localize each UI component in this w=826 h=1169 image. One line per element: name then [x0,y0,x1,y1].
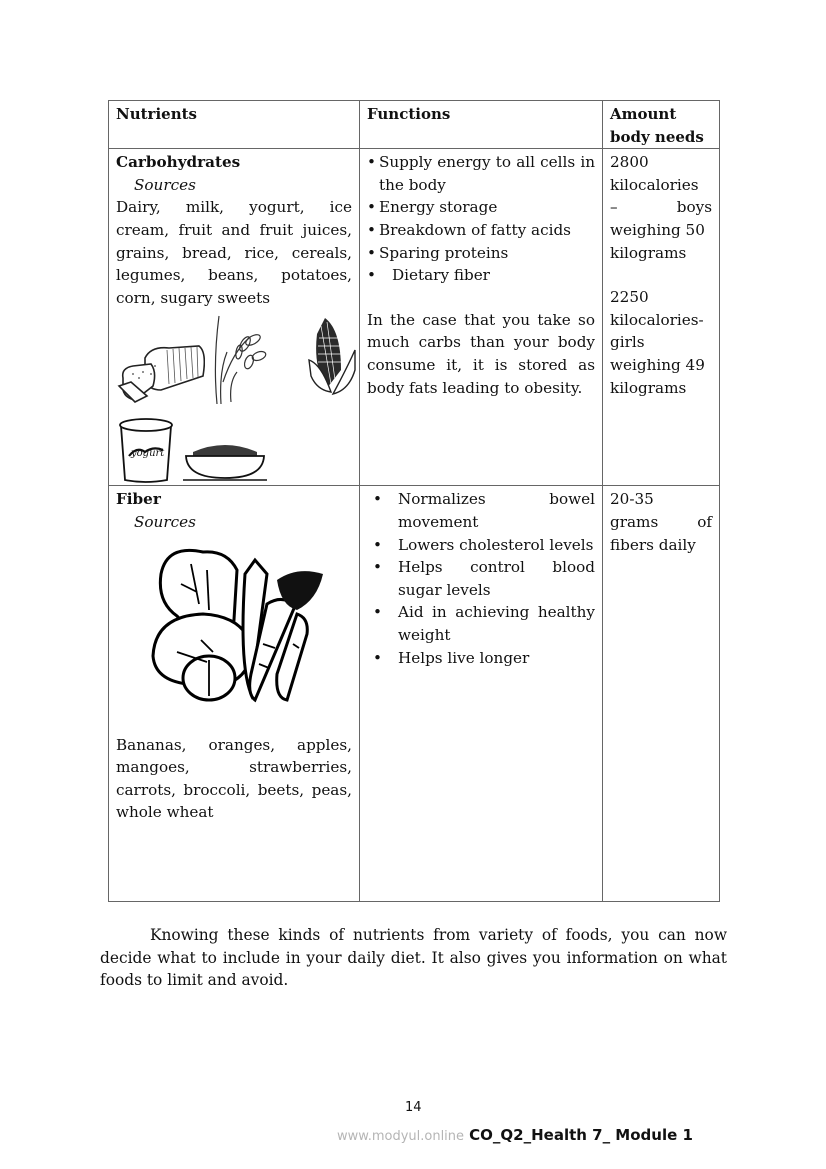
vegetables-icon [147,544,331,704]
table-header-row [109,101,720,149]
header-amount: Amount body needs [603,101,720,149]
function-item: • Supply energy to all cells in the body [367,153,595,194]
svg-text:yogurt: yogurt [131,448,165,460]
amount-group: – boys [610,198,712,217]
footer [337,1125,693,1144]
nutrient-name: Carbohydrates [116,153,241,172]
function-item: • Aid in achieving healthy weight [373,603,595,644]
bowl-of-grains-icon [183,442,267,482]
functions-cell [360,149,603,486]
amount-cell [603,149,720,486]
sources-line: mangoes, strawberries, [116,758,352,777]
sources-line: Bananas, oranges, apples, [116,735,352,754]
sources-line: carrots, broccoli, beets, peas, [116,780,352,799]
function-item: • Energy storage [367,198,498,217]
function-item: • Dietary fiber [367,266,490,285]
table-row-carbohydrates [109,149,720,486]
sources-label: Sources [134,512,196,531]
functions-cell [360,486,603,902]
sources-label: Sources [134,175,196,194]
sources-line: cream, fruit and fruit juices, [116,220,352,239]
amount-value: 20-35 [610,490,654,509]
amount-frequency: fibers daily [610,535,696,554]
sources-line: corn, sugary sweets [116,288,271,307]
sources-line: legumes, beans, potatoes, [116,266,352,285]
amount-weight-unit: kilograms [610,243,687,262]
summary-paragraph: Knowing these kinds of nutrients from variety of foods, you can now decide what to include in your daily diet. It also gives you information on what foods to limit and avoid. [100,926,727,989]
page-number: 14 [405,1100,422,1115]
amount-weight: weighing 50 [610,220,705,239]
function-item: • Sparing proteins [367,243,509,262]
header-nutrients: Nutrients [109,101,360,149]
function-item: • Lowers cholesterol levels [373,535,594,554]
functions-list [367,151,595,287]
fiber-illustration [109,544,359,712]
amount-value: 2800 [610,153,649,172]
amount-weight-unit: kilograms [610,378,687,397]
yogurt-cup-icon [117,416,175,484]
amount-cell [603,486,720,902]
sources-line: grains, bread, rice, cereals, [116,243,352,262]
corn-cob-icon [307,314,359,398]
amount-unit: grams of [610,512,712,531]
functions-list [367,488,595,669]
sources-line: Dairy, milk, yogurt, ice [116,198,352,217]
carbs-note: In the case that you take so much carbs than your body consume it, it is stored as body fats leading to obesity. [367,310,595,397]
carbohydrate-illustrations [109,310,359,485]
amount-unit: kilocalories [610,175,699,194]
nutrients-table [108,100,720,902]
header-functions: Functions [360,101,603,149]
amount-weight: weighing 49 [610,355,705,374]
function-item: • Breakdown of fatty acids [367,220,571,239]
function-item: • Normalizes bowel movement [373,490,595,531]
table-row-fiber [109,486,720,902]
watermark-url: www.modyul.online [337,1129,465,1144]
sources-line: whole wheat [116,803,214,822]
nutrient-name: Fiber [116,490,161,509]
function-item: • Helps live longer [373,648,530,667]
bread-loaf-icon [117,338,205,404]
amount-group: girls [610,333,645,352]
rice-stalk-icon [209,312,269,406]
function-item: • Helps control blood sugar levels [373,558,595,599]
module-code: CO_Q2_Health 7_ Module 1 [469,1126,693,1144]
amount-unit: kilocalories- [610,310,704,329]
amount-value: 2250 [610,288,649,307]
nutrient-cell [109,149,360,486]
nutrient-cell [109,486,360,902]
